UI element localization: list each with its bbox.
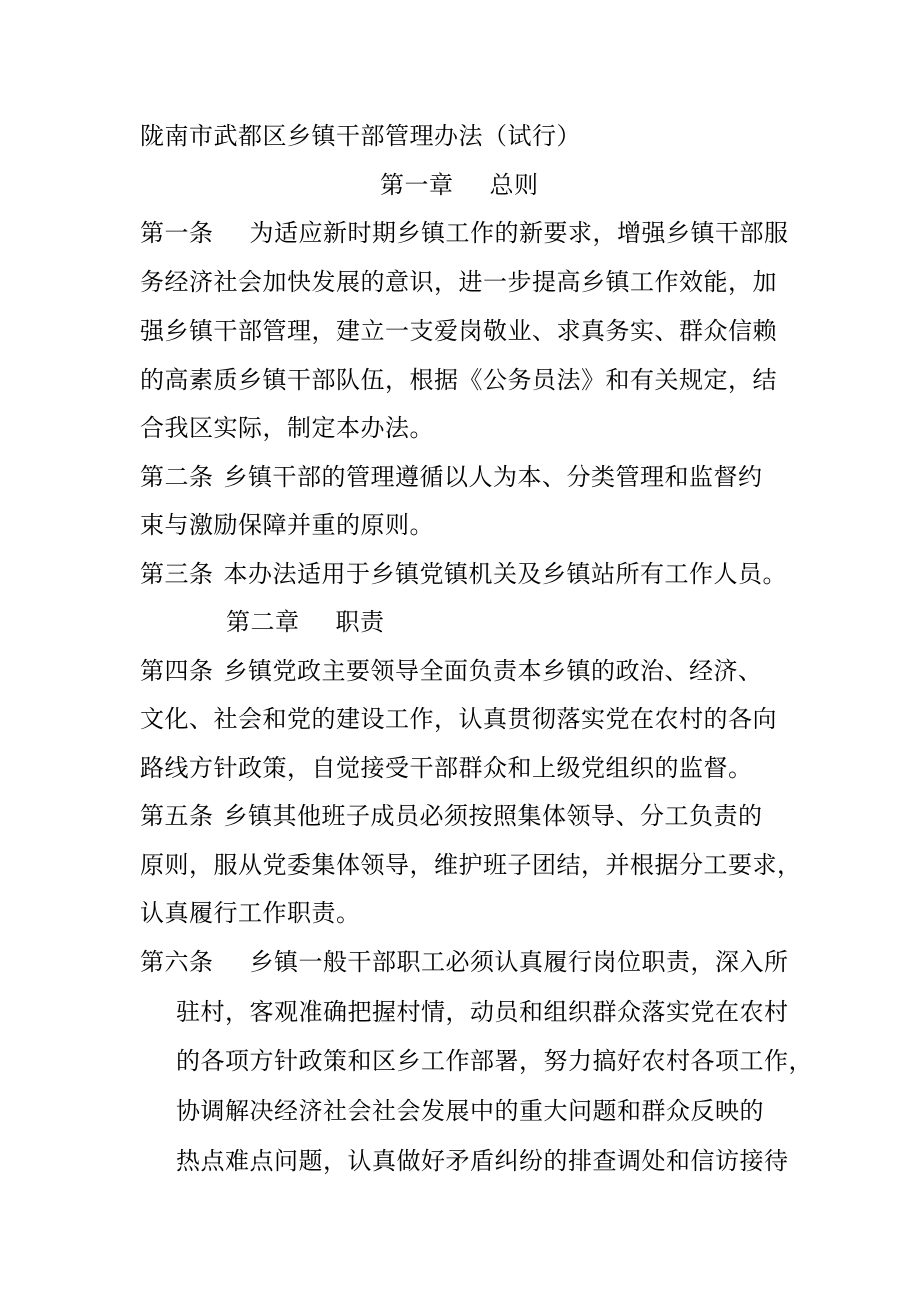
article-5-line-1 [140,801,763,831]
article-5-text: 乡镇其他班子成员必须按照集体领导、分工负责的 [223,802,763,830]
article-4-label: 第四条 [140,657,214,685]
article-3-label: 第三条 [140,560,214,588]
article-5-line-3: 认真履行工作职责。 [140,899,361,927]
article-1-line-2: 务经济社会加快发展的意识，进一步提高乡镇工作效能，加 [140,268,777,296]
article-1-label: 第一条 [140,219,214,247]
article-6-text: 乡镇一般干部职工必须认真履行岗位职责，深入所 [249,948,789,976]
chapter-1-heading [380,170,539,200]
article-2-line-1 [140,462,763,492]
article-3-text: 本办法适用于乡镇党镇机关及乡镇站所有工作人员。 [223,560,787,588]
article-3-line-1 [140,559,787,589]
article-6-line-4: 协调解决经济社会社会发展中的重大问题和群众反映的 [176,1097,764,1125]
chapter-2-name: 职责 [335,608,385,636]
article-2-line-2: 束与激励保障并重的原则。 [140,511,434,539]
article-1-line-4: 的高素质乡镇干部队伍，根据《公务员法》和有关规定，结 [140,366,777,394]
article-4-line-1 [140,656,763,686]
article-4-line-3: 路线方针政策，自觉接受干部群众和上级党组织的监督。 [140,754,753,782]
article-6-line-3: 的各项方针政策和区乡工作部署，努力搞好农村各项工作， [176,1047,813,1075]
article-5-line-2: 原则，服从党委集体领导，维护班子团结，并根据分工要求， [140,851,802,879]
article-2-label: 第二条 [140,463,214,491]
article-6-line-1 [140,947,789,977]
article-6-line-2: 驻村，客观准确把握村情，动员和组织群众落实党在农村 [176,998,789,1026]
article-4-text: 乡镇党政主要领导全面负责本乡镇的政治、经济、 [223,657,763,685]
article-1-line-5: 合我区实际，制定本办法。 [140,414,434,442]
article-6-line-5: 热点难点问题，认真做好矛盾纠纷的排查调处和信访接待 [176,1147,789,1175]
article-2-text: 乡镇干部的管理遵循以人为本、分类管理和监督约 [223,463,763,491]
article-5-label: 第五条 [140,802,214,830]
article-1-line-1 [140,218,789,248]
chapter-2-heading [226,607,385,637]
document-title: 陇南市武都区乡镇干部管理办法（试行） [140,122,581,150]
article-1-line-3: 强乡镇干部管理，建立一支爱岗敬业、求真务实、群众信赖 [140,317,777,345]
article-4-line-2: 文化、社会和党的建设工作，认真贯彻落实党在农村的各向 [140,705,777,733]
chapter-2-number: 第二章 [226,608,300,636]
chapter-1-number: 第一章 [380,171,454,199]
article-1-text: 为适应新时期乡镇工作的新要求，增强乡镇干部服 [249,219,789,247]
chapter-1-name: 总则 [489,171,539,199]
article-6-label: 第六条 [140,948,214,976]
